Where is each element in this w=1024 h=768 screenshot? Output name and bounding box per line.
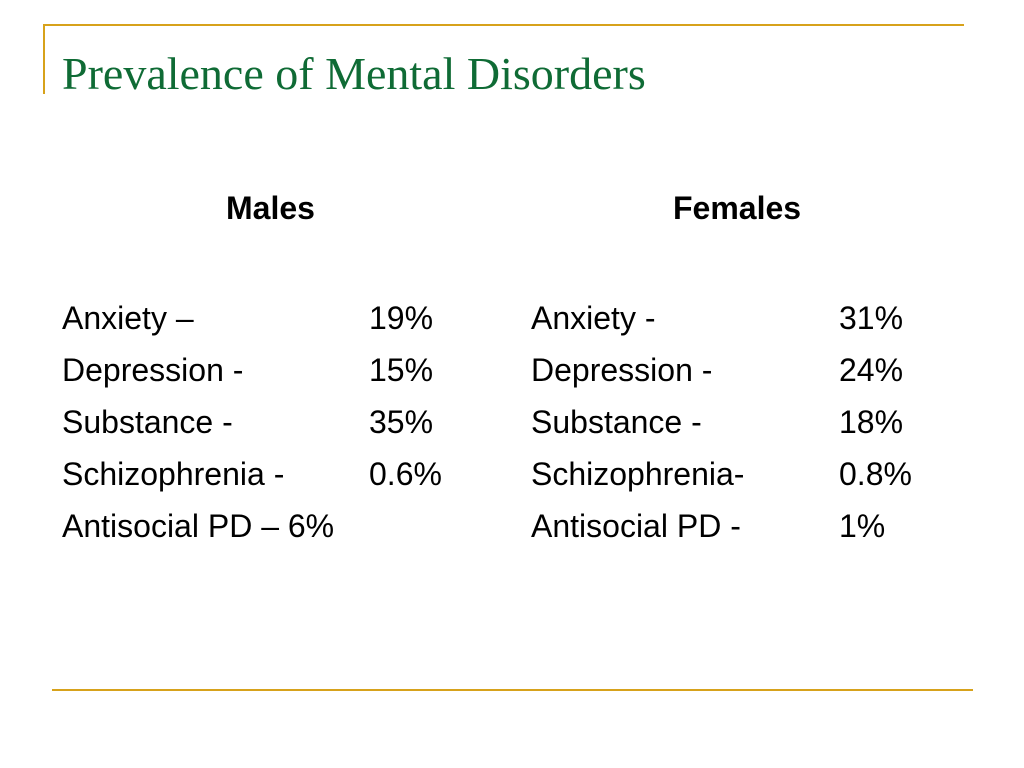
row-label: Schizophrenia- bbox=[531, 456, 745, 492]
row-label: Anxiety – bbox=[62, 300, 194, 336]
males-heading: Males bbox=[226, 190, 315, 226]
row-value: 19% bbox=[369, 300, 434, 336]
row-label: Anxiety - bbox=[531, 300, 656, 336]
row-label: Antisocial PD - bbox=[531, 508, 741, 544]
row-label: Depression - bbox=[531, 352, 713, 388]
row-value: 0.8% bbox=[839, 456, 912, 492]
slide-title: Prevalence of Mental Disorders bbox=[62, 48, 646, 99]
row-label: Antisocial PD – 6% bbox=[62, 508, 335, 544]
row-label: Substance - bbox=[62, 404, 233, 440]
females-heading: Females bbox=[673, 190, 802, 226]
row-value: 24% bbox=[839, 352, 904, 388]
row-value: 35% bbox=[369, 404, 434, 440]
row-value: 18% bbox=[839, 404, 904, 440]
row-value: 15% bbox=[369, 352, 434, 388]
row-value: 1% bbox=[839, 508, 886, 544]
row-value: 31% bbox=[839, 300, 904, 336]
left-accent-line bbox=[43, 24, 45, 94]
row-value: 0.6% bbox=[369, 456, 442, 492]
row-label: Substance - bbox=[531, 404, 702, 440]
bottom-accent-line bbox=[52, 689, 973, 691]
row-label: Depression - bbox=[62, 352, 244, 388]
top-accent-line bbox=[43, 24, 964, 26]
row-label: Schizophrenia - bbox=[62, 456, 285, 492]
